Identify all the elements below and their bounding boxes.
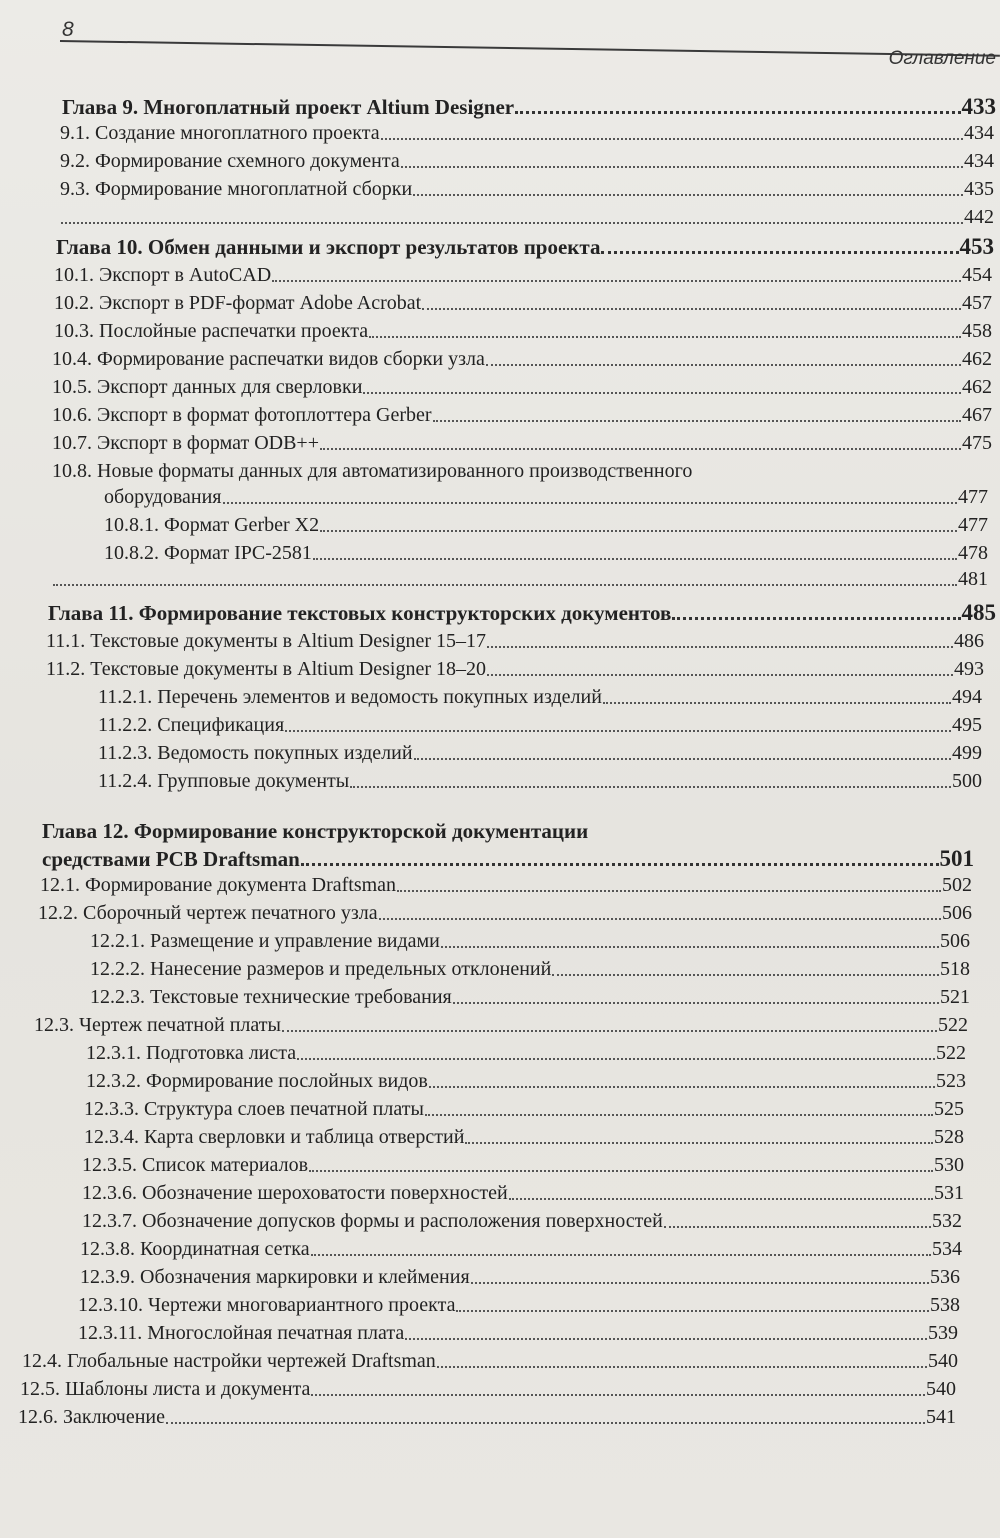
toc-subentry[interactable] xyxy=(80,1236,962,1262)
toc-title: 12.3.5. Список материалов xyxy=(82,1154,309,1176)
toc-title: 10.4. Формирование распечатки видов сборки узла xyxy=(52,348,485,370)
toc-entry[interactable] xyxy=(52,458,992,484)
leader-dots xyxy=(509,1198,933,1200)
toc-entry[interactable] xyxy=(22,1348,958,1374)
toc-page: 518 xyxy=(940,958,970,980)
toc-page: 525 xyxy=(934,1098,964,1120)
toc-title: 11.2.3. Ведомость покупных изделий xyxy=(98,742,413,764)
toc-entry[interactable] xyxy=(46,628,984,654)
leader-dots xyxy=(422,308,961,310)
toc-page: 453 xyxy=(959,234,994,259)
leader-dots xyxy=(166,1422,925,1424)
toc-title: 10.1. Экспорт в AutoCAD xyxy=(54,264,272,286)
toc-page: 477 xyxy=(958,514,988,536)
toc-subentry[interactable] xyxy=(90,928,970,954)
toc-title: 12.2.1. Размещение и управление видами xyxy=(90,930,440,952)
toc-subentry[interactable] xyxy=(82,1180,964,1206)
toc-title: 12.5. Шаблоны листа и документа xyxy=(20,1378,311,1400)
toc-subentry[interactable] xyxy=(78,1292,960,1318)
toc-page: 502 xyxy=(942,874,972,896)
toc-chapter-9[interactable] xyxy=(62,94,996,120)
toc-title: 12.3.10. Чертежи многовариантного проекта xyxy=(78,1294,456,1316)
toc-subentry[interactable] xyxy=(90,984,970,1010)
toc-entry[interactable] xyxy=(60,176,994,202)
toc-subentry[interactable] xyxy=(98,740,982,766)
toc-title: 12.2.2. Нанесение размеров и предельных отклонений xyxy=(90,958,552,980)
toc-page: 481 xyxy=(958,568,988,590)
toc-title: 12.3.2. Формирование послойных видов xyxy=(86,1070,428,1092)
leader-dots xyxy=(313,558,957,560)
leader-dots xyxy=(397,890,941,892)
toc-title: 12.3.11. Многослойная печатная плата xyxy=(78,1322,405,1344)
leader-dots xyxy=(301,863,939,866)
toc-title: 11.2. Текстовые документы в Altium Designer 18–20 xyxy=(46,658,486,680)
toc-page: 522 xyxy=(936,1042,966,1064)
toc-page: 523 xyxy=(936,1070,966,1092)
toc-page: 532 xyxy=(932,1210,962,1232)
toc-page: 454 xyxy=(962,264,992,286)
leader-dots xyxy=(487,646,953,648)
toc-title: 12.3.4. Карта сверловки и таблица отверстий xyxy=(84,1126,465,1148)
leader-dots xyxy=(433,420,961,422)
toc-entry-continuation[interactable] xyxy=(60,204,994,230)
toc-entry[interactable] xyxy=(34,1012,968,1038)
toc-entry-continuation[interactable] xyxy=(104,484,988,510)
toc-entry[interactable] xyxy=(38,900,972,926)
leader-dots xyxy=(363,392,961,394)
toc-page: 528 xyxy=(934,1126,964,1148)
page-number: 8 xyxy=(62,18,74,41)
toc-page: 493 xyxy=(954,658,984,680)
leader-dots xyxy=(285,730,951,732)
toc-title: оборудования xyxy=(104,486,222,508)
toc-title: 12.4. Глобальные настройки чертежей Draftsman xyxy=(22,1350,436,1372)
toc-entry[interactable] xyxy=(54,318,992,344)
toc-subentry[interactable] xyxy=(84,1124,964,1150)
toc-page: 495 xyxy=(952,714,982,736)
toc-title: 10.7. Экспорт в формат ODB++ xyxy=(52,432,319,454)
toc-subentry[interactable] xyxy=(98,768,982,794)
toc-title: 9.3. Формирование многоплатной сборки xyxy=(60,178,413,200)
toc-subentry[interactable] xyxy=(82,1208,962,1234)
toc-title: средствами PCB Draftsman xyxy=(42,847,300,871)
leader-dots xyxy=(414,758,951,760)
toc-subentry[interactable] xyxy=(80,1264,960,1290)
leader-dots xyxy=(272,280,961,282)
leader-dots xyxy=(311,1394,925,1396)
toc-page: 499 xyxy=(952,742,982,764)
toc-subentry[interactable] xyxy=(78,1320,958,1346)
toc-entry[interactable] xyxy=(60,148,994,174)
toc-page: 442 xyxy=(964,206,994,228)
toc-chapter-11[interactable] xyxy=(48,600,996,626)
toc-page: 534 xyxy=(932,1238,962,1260)
toc-page: 500 xyxy=(952,770,982,792)
toc-title: 11.2.4. Групповые документы xyxy=(98,770,350,792)
leader-dots xyxy=(453,1002,939,1004)
toc-title: 11.2.2. Спецификация xyxy=(98,714,285,736)
toc-title: 12.3.6. Обозначение шероховатости поверхностей xyxy=(82,1182,508,1204)
leader-dots xyxy=(425,1114,933,1116)
toc-page: 458 xyxy=(962,320,992,342)
toc-page: 540 xyxy=(928,1350,958,1372)
toc-page: 540 xyxy=(926,1378,956,1400)
toc-page: 541 xyxy=(926,1406,956,1428)
toc-page: 531 xyxy=(934,1182,964,1204)
toc-subentry[interactable] xyxy=(82,1152,964,1178)
toc-entry[interactable] xyxy=(52,430,992,456)
toc-page: 536 xyxy=(930,1266,960,1288)
toc-page: 462 xyxy=(962,348,992,370)
leader-dots xyxy=(311,1254,931,1256)
toc-subentry[interactable] xyxy=(104,540,988,566)
toc-title: 10.2. Экспорт в PDF-формат Adobe Acrobat xyxy=(54,292,422,314)
leader-dots xyxy=(515,111,960,114)
toc-title: 10.8. Новые форматы данных для автоматизированного производственного xyxy=(52,460,693,482)
toc-entry[interactable] xyxy=(54,262,992,288)
toc-entry-continuation[interactable] xyxy=(52,566,988,592)
leader-dots xyxy=(53,584,957,586)
toc-title: 10.8.1. Формат Gerber X2 xyxy=(104,514,320,536)
running-header-title: Оглавление xyxy=(888,48,996,69)
toc-subentry[interactable] xyxy=(104,512,988,538)
toc-title: 10.5. Экспорт данных для сверловки xyxy=(52,376,363,398)
leader-dots xyxy=(429,1086,935,1088)
leader-dots xyxy=(320,448,961,450)
toc-title: Глава 11. Формирование текстовых конструкторских документов xyxy=(48,601,672,625)
leader-dots xyxy=(379,918,941,920)
toc-title: 11.2.1. Перечень элементов и ведомость покупных изделий xyxy=(98,686,602,708)
leader-dots xyxy=(552,974,939,976)
toc-title: 12.6. Заключение xyxy=(18,1406,165,1428)
toc-chapter-12[interactable] xyxy=(42,818,982,844)
toc-subentry[interactable] xyxy=(84,1096,964,1122)
toc-title: Глава 10. Обмен данными и экспорт результатов проекта xyxy=(56,235,601,259)
toc-entry[interactable] xyxy=(20,1376,956,1402)
leader-dots xyxy=(350,786,951,788)
toc-page: 434 xyxy=(964,122,994,144)
toc-subentry[interactable] xyxy=(86,1068,966,1094)
toc-entry[interactable] xyxy=(40,872,972,898)
toc-page: 462 xyxy=(962,376,992,398)
toc-page: 477 xyxy=(958,486,988,508)
toc-entry[interactable] xyxy=(52,402,992,428)
leader-dots xyxy=(471,1282,929,1284)
toc-subentry[interactable] xyxy=(86,1040,966,1066)
leader-dots xyxy=(437,1366,927,1368)
toc-title: 12.3.9. Обозначения маркировки и клеймения xyxy=(80,1266,470,1288)
toc-page: 433 xyxy=(961,94,996,119)
leader-dots xyxy=(672,617,960,620)
leader-dots xyxy=(320,530,957,532)
toc-page: 485 xyxy=(961,600,996,625)
toc-title: 10.8.2. Формат IPC-2581 xyxy=(104,542,312,564)
leader-dots xyxy=(297,1058,935,1060)
toc-page: 457 xyxy=(962,292,992,314)
toc-page: 522 xyxy=(938,1014,968,1036)
toc-title: 10.6. Экспорт в формат фотоплоттера Gerber xyxy=(52,404,432,426)
leader-dots xyxy=(664,1226,931,1228)
leader-dots xyxy=(456,1310,929,1312)
toc-entry[interactable] xyxy=(52,346,992,372)
toc-subentry[interactable] xyxy=(98,712,982,738)
toc-title: 9.1. Создание многоплатного проекта xyxy=(60,122,380,144)
toc-page: 521 xyxy=(940,986,970,1008)
toc-title: 9.2. Формирование схемного документа xyxy=(60,150,400,172)
toc-title: 10.3. Послойные распечатки проекта xyxy=(54,320,369,342)
toc-chapter-10[interactable] xyxy=(56,234,994,260)
leader-dots xyxy=(405,1338,927,1340)
leader-dots xyxy=(309,1170,933,1172)
toc-page: 486 xyxy=(954,630,984,652)
leader-dots xyxy=(603,702,951,704)
toc-page: 530 xyxy=(934,1154,964,1176)
toc-page: 475 xyxy=(962,432,992,454)
toc-title: 12.3.3. Структура слоев печатной платы xyxy=(84,1098,424,1120)
toc-title: 12.3.8. Координатная сетка xyxy=(80,1238,310,1260)
toc-entry[interactable] xyxy=(52,374,992,400)
leader-dots xyxy=(465,1142,933,1144)
toc-title: Глава 9. Многоплатный проект Altium Designer xyxy=(62,95,515,119)
toc-entry[interactable] xyxy=(46,656,984,682)
leader-dots xyxy=(401,166,963,168)
toc-entry[interactable] xyxy=(18,1404,956,1430)
toc-title: 12.3.1. Подготовка листа xyxy=(86,1042,297,1064)
toc-page: 539 xyxy=(928,1322,958,1344)
toc-title: 12.1. Формирование документа Draftsman xyxy=(40,874,397,896)
leader-dots xyxy=(369,336,961,338)
toc-page: 467 xyxy=(962,404,992,426)
leader-dots xyxy=(413,194,963,196)
toc-entry[interactable] xyxy=(60,120,994,146)
toc-page: 494 xyxy=(952,686,982,708)
toc-page: 506 xyxy=(940,930,970,952)
leader-dots xyxy=(601,251,958,254)
toc-page: 434 xyxy=(964,150,994,172)
toc-title: 11.1. Текстовые документы в Altium Designer 15–17 xyxy=(46,630,486,652)
leader-dots xyxy=(282,1030,937,1032)
toc-subentry[interactable] xyxy=(90,956,970,982)
toc-title: 12.2. Сборочный чертеж печатного узла xyxy=(38,902,378,924)
leader-dots xyxy=(381,138,963,140)
toc-entry[interactable] xyxy=(54,290,992,316)
toc-page: 501 xyxy=(939,846,974,871)
toc-title: 12.3. Чертеж печатной платы xyxy=(34,1014,281,1036)
toc-chapter-12-continuation[interactable] xyxy=(42,846,974,872)
toc-page: 478 xyxy=(958,542,988,564)
leader-dots xyxy=(61,222,963,224)
toc-page: 506 xyxy=(942,902,972,924)
toc-title: 12.3.7. Обозначение допусков формы и расположения поверхностей xyxy=(82,1210,663,1232)
toc-title: 12.2.3. Текстовые технические требования xyxy=(90,986,452,1008)
leader-dots xyxy=(223,502,958,504)
toc-page: 538 xyxy=(930,1294,960,1316)
leader-dots xyxy=(487,674,953,676)
toc-title: Глава 12. Формирование конструкторской документации xyxy=(42,819,589,843)
leader-dots xyxy=(441,946,939,948)
toc-page: 435 xyxy=(964,178,994,200)
leader-dots xyxy=(486,364,961,366)
toc-subentry[interactable] xyxy=(98,684,982,710)
